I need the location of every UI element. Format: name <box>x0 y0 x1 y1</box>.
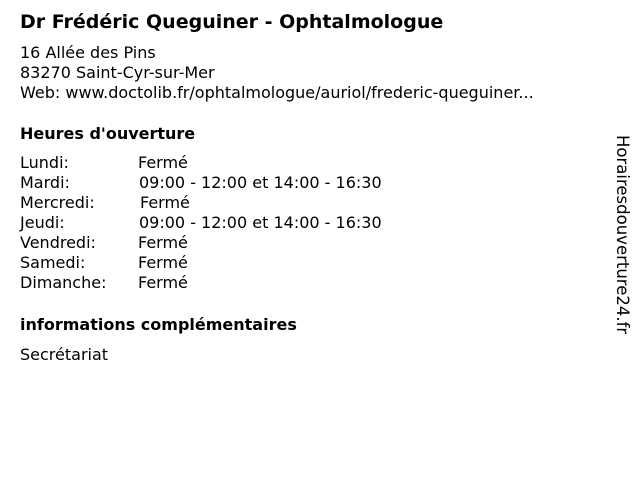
watermark-text: Horairesdouverture24.fr <box>613 135 632 335</box>
address-city: 83270 Saint-Cyr-sur-Mer <box>20 63 215 82</box>
day-hours: 09:00 - 12:00 et 14:00 - 16:30 <box>139 173 382 192</box>
day-label: Jeudi: <box>20 213 65 232</box>
day-label: Dimanche: <box>20 273 107 292</box>
day-label: Mercredi: <box>20 193 95 212</box>
address-street: 16 Allée des Pins <box>20 43 156 62</box>
day-hours: Fermé <box>138 273 188 292</box>
day-hours: Fermé <box>138 253 188 272</box>
day-hours: Fermé <box>138 233 188 252</box>
website-link[interactable]: Web: www.doctolib.fr/ophtalmologue/auriol/frederic-queguiner... <box>20 83 534 102</box>
additional-info-heading: informations complémentaires <box>20 315 297 334</box>
site-watermark <box>612 135 632 345</box>
page-title: Dr Frédéric Queguiner - Ophtalmologue <box>20 11 444 33</box>
day-label: Vendredi: <box>20 233 96 252</box>
day-hours: 09:00 - 12:00 et 14:00 - 16:30 <box>139 213 382 232</box>
opening-hours-heading: Heures d'ouverture <box>20 124 196 143</box>
day-hours: Fermé <box>140 193 190 212</box>
day-label: Lundi: <box>20 153 69 172</box>
additional-info-text: Secrétariat <box>20 345 109 364</box>
day-hours: Fermé <box>138 153 188 172</box>
day-label: Samedi: <box>20 253 86 272</box>
address-block <box>20 43 534 103</box>
day-label: Mardi: <box>20 173 70 192</box>
